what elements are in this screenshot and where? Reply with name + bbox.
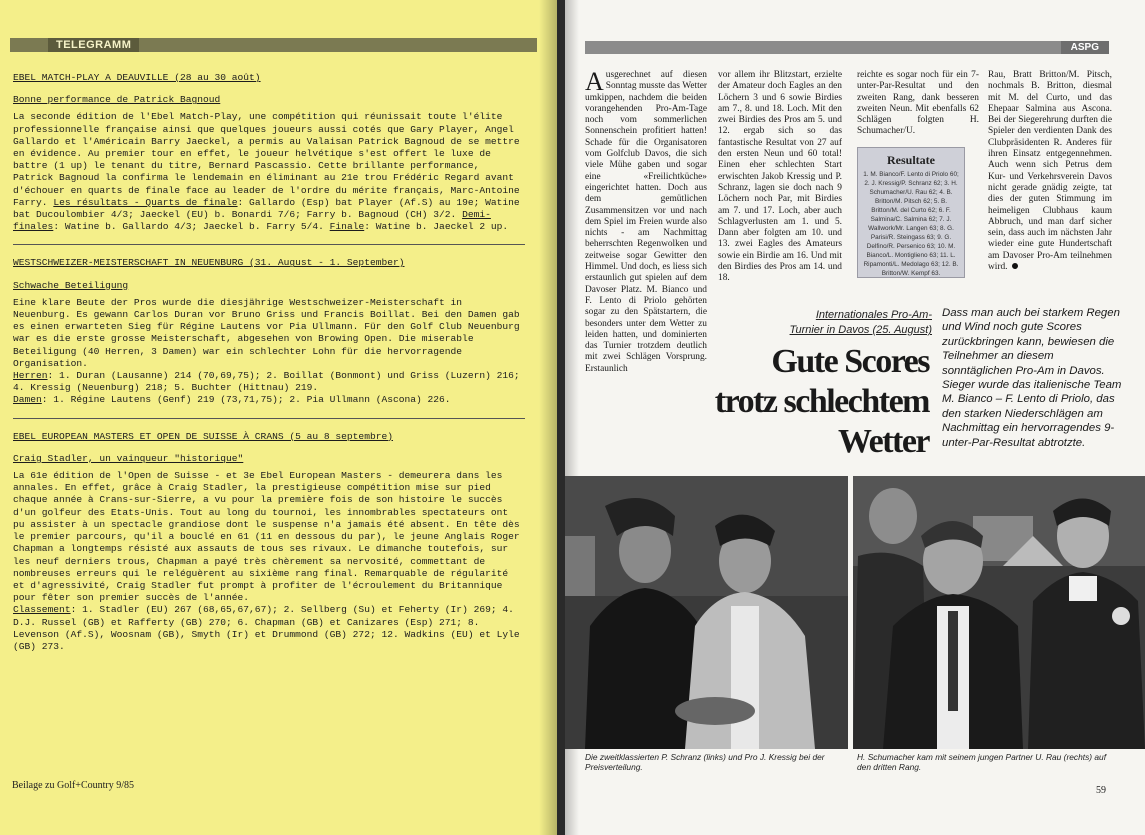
aspg-header-tab: ASPG bbox=[1061, 41, 1109, 54]
headline-line-1: Gute Scores bbox=[771, 343, 929, 380]
final-text: : Watine b. Jaeckel 2 up. bbox=[364, 221, 509, 233]
left-page bbox=[0, 0, 557, 835]
page-number: 59 bbox=[1096, 785, 1106, 796]
section-title: EBEL MATCH-PLAY A DEAUVILLE (28 au 30 août) bbox=[13, 72, 261, 83]
section-neuenburg bbox=[13, 257, 525, 406]
section-subtitle: Craig Stadler, un vainqueur "historique" bbox=[13, 452, 244, 464]
column-text: reichte es sogar noch für ein 7-unter-Par-Resultat und den zweiten Rang, dank besseren zweiten Neun. Mit ebenfalls 62 Schlägen folgten H. Schumacher/U. bbox=[857, 70, 979, 137]
telegramm-header-bar bbox=[10, 38, 537, 52]
article-column-2 bbox=[718, 70, 842, 285]
section-body-text: Eine klare Beute der Pros wurde die diesjährige Westschweizer-Meisterschaft in Neuenburg. Es gewann Carlos Duran vor Bruno Griss und Francis Boillat. Bei den Damen gab es einen erwarteten Sieg für Régine Lautens vor Pia Ullmann. Für den Golf Club Neuenburg war es die erste grosse Meisterschaft, abgesehen von Browing Open. Die miserable Beteiligung (40 Herren, 3 Damen) war ein schlechter Lohn für die hervorragende Organisation. bbox=[13, 296, 520, 369]
photo-schumacher-rau bbox=[853, 476, 1145, 749]
column-text: vor allem ihr Blitzstart, erzielte der Amateur doch Eagles an den Löchern 3 und 6 sowie Birdies am 7., 8. und 18. Loch. Mit den zwei Birdies des Pros am 5. und 12. ergab sich so das fantastische Resultat von 27 auf den ersten Neun und 60 total! Einen eher schlechten Start erwischten Jakob Kressig und P. Schranz, lagen sie doch nach 9 Löchern noch Par, mit Birdies am 7. und 17. Loch, aber auch Schlagverlusten am 1. und 5. Dann aber folgten am 10. und 13. zwei Eagles des Amateurs sowie ein Birdie am 16. Und mit den Birdies des Pros am 14. und 18. bbox=[718, 70, 842, 284]
results-list: 1. M. Bianco/F. Lento di Priolo 60; 2. J. Kressig/P. Schranz 62; 3. H. Schumacher/U. Rau 62; 4. B. Britton/M. Pitsch 62; 5. B. Britton/M. del Curto 62; 6. F. Salmina/C. Salmina 62; 7. J. Wallwork/Mr. Langen 63; 8. G. Parisi/R. Steingass 63; 9. G. Delfino/R. Persenico 63; 10. M. Bianco/L. Montiglieno 63; 11. L. Ripamonti/L. Medolago 63; 12. B. Britton/W. Kempf 63. bbox=[863, 171, 959, 277]
column-text: Rau, Bratt Britton/M. Pitsch, nochmals B. Britton, diesmal mit M. del Curto, und das Ehepaar Salmina aus Ascona. Bei der Siegerehrung durften die Spieler den verdienten Dank des Clubpräsidenten R. Anderes für ihren Einsatz entgegennehmen. Auch wenn sich Petrus dem Kur- und Verkehrsverein Davos nicht gerade gnädig zeigte, tat dies der guten Stimmung im heimeligen Clubhaus kaum Abbruch, und man darf sicher sein, dass auch im nächsten Jahr wieder eine gute Hundertschaft am Davoser Pro-Am teilnehmen wird. bbox=[988, 70, 1112, 273]
telegramm-header-tab: TELEGRAMM bbox=[48, 38, 139, 52]
column-text: usgerechnet auf diesen Sonntag musste das Wetter umkippen, nachdem die beiden vorangehenden Pro-Am-Tage noch vom sommerlichen Sonnenschein profitiert hatten! Schade für die Organisatoren vom Golfclub Davos, die sich viele Mühe gaben und sogar eine «Freilichtküche» eingerichtet hatten. Doch aus dem gemütlichen Zusammensitzen vor und nach dem Spiel im Freien wurde also nichts - am Nachmittag beherrschten Regenwolken und zeitweise sogar Gewitter den Himmel. Und doch, es liess sich erstaunlich gut spielen auf dem Davoser Platz. M. Bianco und F. Lento di Priolo gehörten sogar zu den Spätstartern, die besonders unter dem Wetter zu leiden hatten, und dominierten das Turnier trotzdem deutlich mit zwei Schlägen Vorsprung. Erstaunlich bbox=[585, 70, 707, 374]
photo-caption-2: H. Schumacher kam mit seinem jungen Partner U. Rau (rechts) auf den dritten Rang. bbox=[857, 752, 1107, 772]
drop-cap: A bbox=[585, 67, 604, 96]
results-box bbox=[857, 147, 965, 278]
women-results: : 1. Régine Lautens (Genf) 219 (73,71,75); 2. Pia Ullmann (Ascona) 226. bbox=[41, 394, 451, 406]
photo-caption-1: Die zweitklassierten P. Schranz (links) und Pro J. Kressig bei der Preisverteilung. bbox=[585, 752, 825, 772]
kicker-line-2: Turnier in Davos (25. August) bbox=[789, 324, 932, 336]
women-label: Damen bbox=[13, 394, 42, 406]
semifinals-text: : Watine b. Gallardo 4/3; Jaeckel b. Farry 5/4. bbox=[53, 221, 330, 233]
kicker-line-1: Internationales Pro-Am- bbox=[815, 309, 932, 321]
article-headline bbox=[675, 342, 929, 462]
section-body-text: La seconde édition de l'Ebel Match-Play, une compétition qui réunissait toute l'élite professionnelle française ainsi que quelques joueurs aussi cotés que Gary Player, Angel Gallardo et l'Américain Barry Jaeckel, a permis au Valaisan Patrick Bagnoud de se mettre en évidence. Au premier tour en effet, le joueur helvétique s'est offert le luxe de battre (1 up) le tenant du titre, Bernard Pascassio. Cette brillante performance, Patrick Bagnoud la confirma le lendemain en éliminant au 21e trou Frédéric Regard avant d'échouer en quarts de finale face au leader de l'ordre du mérite français, Marc-Antoine Farry. bbox=[13, 111, 520, 208]
photo-schranz-kressig bbox=[565, 476, 848, 749]
divider bbox=[13, 418, 525, 419]
section-body bbox=[13, 111, 525, 233]
article-kicker bbox=[760, 308, 932, 338]
left-page-footer: Beilage zu Golf+Country 9/85 bbox=[12, 780, 135, 791]
men-results: : 1. Duran (Lausanne) 214 (70,69,75); 2. Boillat (Bonmont) und Griss (Luzern) 216; 4. Kressig (Neuenburg) 218; 5. Buchter (Hittnau) 219. bbox=[13, 370, 520, 394]
results-label: Les résultats - Quarts de finale bbox=[53, 196, 238, 208]
section-deauville bbox=[13, 72, 525, 233]
headline-line-2: trotz schlechtem bbox=[714, 383, 929, 420]
section-title: EBEL EUROPEAN MASTERS ET OPEN DE SUISSE À CRANS (5 au 8 septembre) bbox=[13, 430, 393, 442]
aspg-header-bar bbox=[585, 41, 1109, 54]
section-subtitle: Bonne performance de Patrick Bagnoud bbox=[13, 94, 221, 106]
section-body bbox=[13, 470, 525, 653]
article-column-4 bbox=[988, 70, 1112, 273]
gutter-shadow bbox=[539, 0, 557, 835]
final-label: Finale bbox=[329, 221, 365, 233]
section-subtitle: Schwache Beteiligung bbox=[13, 279, 129, 291]
section-body-text: La 61e édition de l'Open de Suisse - et 3e Ebel European Masters - demeurera dans les annales. En effet, grâce à Craig Stadler, la prestigieuse compétition mise sur pied chaque année à Crans-sur-Sierre, a vu pour la première fois de son histoire le succès d'un golfeur des Etats-Unis. Tout au long du tournoi, les innombrables spectateurs ont pu assister à un spectacle grandiose dont le suspense n'a jamais été absent. En tête dès le premier parcours, qu'il a bouclé en 61 (11 en dessous du par), le jeune Anglais Roger Chapman a longtemps résisté aux assauts de tous ses rivaux. Le dimanche toutefois, sur les neuf derniers trous, Chapman a payé très chèrement sa nervosité, commettant de nombreuses erreurs qui le reléguèrent au sixième rang final. Remarquable de régularité et d'agressivité, Craig Stadler fut prompt à profiter de l'écroulement du Britannique pour fêter son premier succès de l'année. bbox=[13, 470, 520, 604]
results-title: Resultate bbox=[887, 153, 935, 167]
article-column-1 bbox=[585, 67, 707, 375]
article-column-3 bbox=[857, 70, 979, 138]
ranking-label: Classement bbox=[13, 604, 71, 616]
semifinals-label: Demi-finales bbox=[13, 209, 491, 233]
section-crans bbox=[13, 431, 525, 653]
headline-line-3: Wetter bbox=[837, 423, 929, 460]
section-title: WESTSCHWEIZER-MEISTERSCHAFT IN NEUENBURG (31. August - 1. September) bbox=[13, 257, 405, 269]
telegramm-content bbox=[13, 72, 525, 653]
ranking-text: : 1. Stadler (EU) 267 (68,65,67,67); 2. Sellberg (Su) et Feherty (Ir) 269; 4. D.J. Russel (GB) et Rafferty (GB) 270; 6. Chapman (GB) et Canizares (Esp) 271; 8. Levenson (Af.S), Woosnam (GB), Smyth (Ir) et Drummond (GB) 272; 12. Wadkins (EU) et Lyle (GB) 273. bbox=[13, 604, 520, 652]
end-mark bbox=[1012, 263, 1018, 269]
divider bbox=[13, 244, 525, 245]
results-text: : Gallardo (Esp) bat Player (Af.S) au 19e; Watine bat Ducoulombier 4/3; Jaeckel (EU) b. Bonardi 7/6; Farry b. Bagnoud (CH) 3/2. bbox=[13, 196, 520, 221]
men-label: Herren bbox=[13, 370, 48, 382]
article-lead: Dass man auch bei starkem Regen und Wind noch gute Scores zurückbringen kann, bewiesen die Teilnehmer an diesem sonntäglichen Pro-Am in Davos. Sieger wurde das italienische Team M. Bianco – F. Lento di Priolo, das den starken Niederschlägen am Nachmittag ein hervorragendes 9-unter-Par-Resultat abtrotzte. bbox=[942, 307, 1122, 449]
section-body bbox=[13, 297, 525, 407]
